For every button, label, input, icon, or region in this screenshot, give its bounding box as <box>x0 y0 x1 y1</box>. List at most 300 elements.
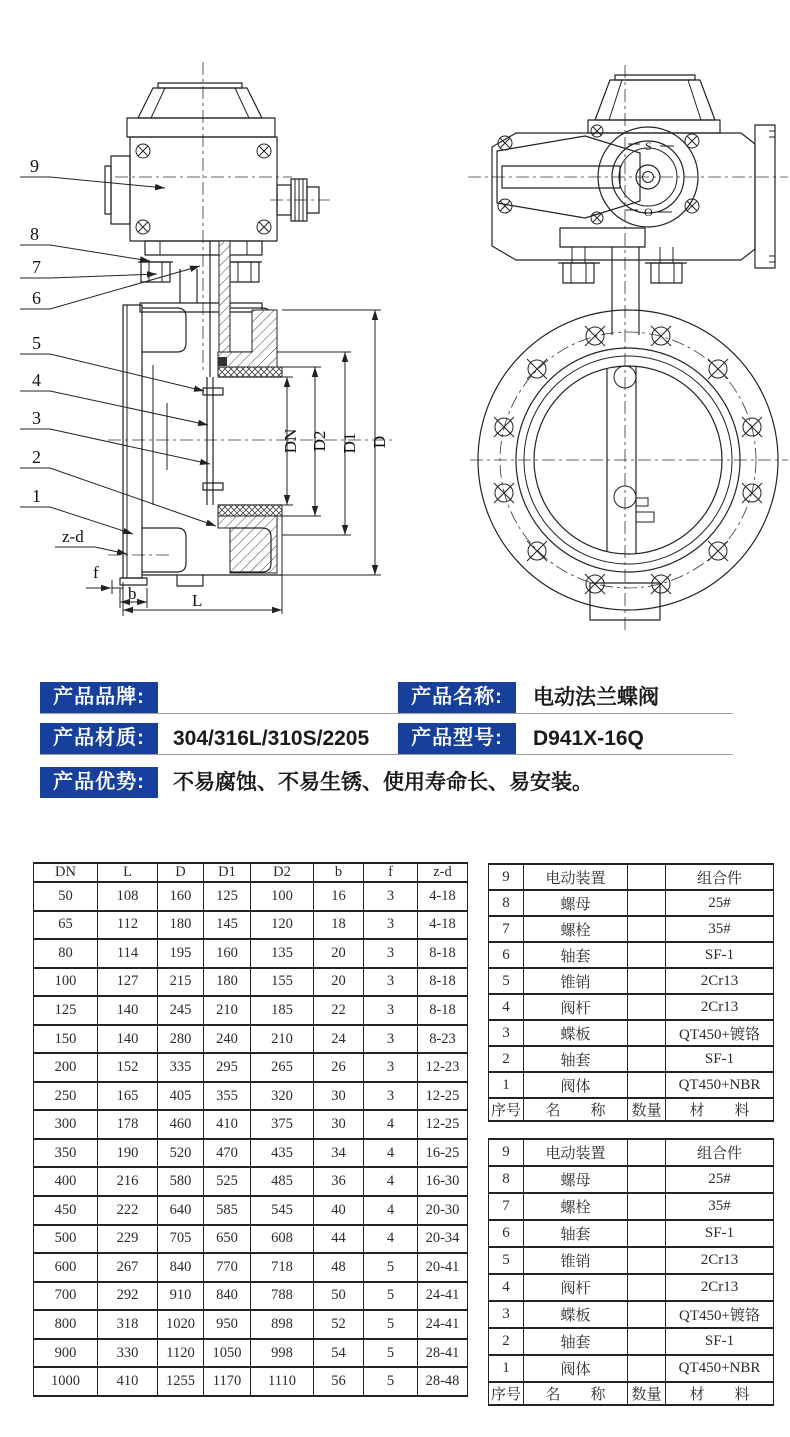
dim-label-DN: DN <box>281 428 300 454</box>
right-view-front <box>468 65 788 632</box>
table-cell: 1020 <box>158 1310 204 1339</box>
table-row <box>34 1310 468 1339</box>
header-cell: D1 <box>204 863 251 882</box>
table-cell: 50 <box>314 1282 364 1311</box>
dial-open-label: O <box>644 205 653 219</box>
dim-label-f: f <box>93 563 99 582</box>
table-cell: 20-41 <box>418 1253 468 1282</box>
table-cell: QT450+NBR <box>666 1355 774 1382</box>
table-cell: 355 <box>204 1082 251 1111</box>
table-cell: 405 <box>158 1082 204 1111</box>
material-value: 304/316L/310S/2205 <box>173 727 370 750</box>
table-cell: 3 <box>364 1053 418 1082</box>
table-cell <box>628 1274 666 1301</box>
table-cell: 阀体 <box>524 1072 628 1098</box>
col-qty: 数量 <box>628 1098 666 1121</box>
table-cell: 1120 <box>158 1339 204 1368</box>
parts-table-footer <box>489 1098 774 1121</box>
table-row <box>34 1282 468 1311</box>
table-cell: 525 <box>204 1167 251 1196</box>
table-cell <box>628 994 666 1020</box>
table-row <box>34 1367 468 1396</box>
dim-label-b: b <box>128 584 137 603</box>
table-row <box>489 1046 774 1072</box>
table-cell: 1000 <box>34 1367 98 1396</box>
table-cell: 4 <box>364 1225 418 1254</box>
advantage-value: 不易腐蚀、不易生锈、使用寿命长、易安装。 <box>173 771 593 794</box>
table-cell: 24-41 <box>418 1310 468 1339</box>
table-cell: 3 <box>489 1020 524 1046</box>
table-cell: 30 <box>314 1082 364 1111</box>
table-cell: 6 <box>489 942 524 968</box>
table-cell: 5 <box>364 1253 418 1282</box>
table-cell: 300 <box>34 1110 98 1139</box>
table-cell: 150 <box>34 1025 98 1054</box>
table-cell <box>628 916 666 942</box>
table-row <box>34 1339 468 1368</box>
table-cell: 216 <box>98 1167 158 1196</box>
callout-2: 2 <box>32 447 41 467</box>
table-cell <box>628 968 666 994</box>
table-row <box>489 864 774 890</box>
table-cell <box>628 864 666 890</box>
table-cell <box>628 1328 666 1355</box>
table-cell: 28-48 <box>418 1367 468 1396</box>
table-cell: 240 <box>204 1025 251 1054</box>
table-cell: 1170 <box>204 1367 251 1396</box>
table-cell <box>628 1072 666 1098</box>
table-cell: 35# <box>666 1193 774 1220</box>
table-cell: 125 <box>34 996 98 1025</box>
table-row <box>489 1193 774 1220</box>
table-cell: 245 <box>158 996 204 1025</box>
table-cell: 160 <box>204 939 251 968</box>
table-cell: 组合件 <box>666 864 774 890</box>
model-label: 产品型号: <box>398 723 516 754</box>
table-cell: 788 <box>251 1282 314 1311</box>
table-cell: 152 <box>98 1053 158 1082</box>
table-cell: 28-41 <box>418 1339 468 1368</box>
table-row <box>34 1025 468 1054</box>
table-row <box>34 1225 468 1254</box>
table-row <box>34 939 468 968</box>
table-row <box>34 1110 468 1139</box>
table-cell: 5 <box>364 1310 418 1339</box>
table-cell: 2Cr13 <box>666 1247 774 1274</box>
table-row <box>34 1139 468 1168</box>
divider <box>40 754 733 755</box>
table-cell <box>628 1166 666 1193</box>
table-cell: 20 <box>314 939 364 968</box>
table-cell: 185 <box>251 996 314 1025</box>
table-cell: 5 <box>364 1367 418 1396</box>
callout-3: 3 <box>32 408 41 428</box>
table-cell: 2 <box>489 1046 524 1072</box>
table-cell: 5 <box>364 1339 418 1368</box>
table-cell: 2 <box>489 1328 524 1355</box>
table-row <box>489 968 774 994</box>
col-qty: 数量 <box>628 1382 666 1405</box>
col-material: 材 料 <box>666 1382 774 1405</box>
table-cell: 180 <box>158 911 204 940</box>
table-cell: 3 <box>364 882 418 911</box>
header-cell: L <box>98 863 158 882</box>
table-row <box>34 1196 468 1225</box>
table-row <box>34 1253 468 1282</box>
table-row <box>489 1301 774 1328</box>
table-cell: 520 <box>158 1139 204 1168</box>
table-cell: 9 <box>489 864 524 890</box>
table-cell: 9 <box>489 1139 524 1166</box>
callout-9: 9 <box>30 156 39 176</box>
table-cell: 4 <box>364 1196 418 1225</box>
table-cell: 24-41 <box>418 1282 468 1311</box>
table-cell: 485 <box>251 1167 314 1196</box>
table-cell: 4 <box>364 1167 418 1196</box>
table-row <box>34 911 468 940</box>
table-cell: 54 <box>314 1339 364 1368</box>
left-view-cross-section <box>20 62 395 616</box>
table-row <box>489 1166 774 1193</box>
brand-label: 产品品牌: <box>40 682 158 713</box>
table-cell <box>628 1355 666 1382</box>
table-cell: 140 <box>98 1025 158 1054</box>
table-cell: 460 <box>158 1110 204 1139</box>
table-cell: 16-30 <box>418 1167 468 1196</box>
table-cell: 22 <box>314 996 364 1025</box>
col-name: 名 称 <box>524 1098 628 1121</box>
table-cell: 4 <box>364 1139 418 1168</box>
table-cell: 2Cr13 <box>666 968 774 994</box>
table-cell: 267 <box>98 1253 158 1282</box>
table-cell: 295 <box>204 1053 251 1082</box>
table-cell <box>628 1247 666 1274</box>
table-cell <box>628 1193 666 1220</box>
table-cell: 56 <box>314 1367 364 1396</box>
table-cell: 12-23 <box>418 1053 468 1082</box>
dim-label-L: L <box>192 591 203 610</box>
table-cell: 螺母 <box>524 1166 628 1193</box>
table-cell: 580 <box>158 1167 204 1196</box>
table-cell: 108 <box>98 882 158 911</box>
table-cell: 7 <box>489 916 524 942</box>
screw-icon <box>136 144 271 234</box>
table-cell: 轴套 <box>524 1220 628 1247</box>
table-cell: 135 <box>251 939 314 968</box>
table-cell: 48 <box>314 1253 364 1282</box>
header-cell: DN <box>34 863 98 882</box>
table-row <box>489 1274 774 1301</box>
table-cell: 20-30 <box>418 1196 468 1225</box>
table-row <box>489 1220 774 1247</box>
dim-label-zd: z-d <box>62 527 84 546</box>
table-cell: 335 <box>158 1053 204 1082</box>
table-cell: 12-25 <box>418 1082 468 1111</box>
table-cell: 螺栓 <box>524 916 628 942</box>
table-cell: 125 <box>204 882 251 911</box>
table-row <box>34 882 468 911</box>
name-label: 产品名称: <box>398 682 516 713</box>
table-cell: 12-25 <box>418 1110 468 1139</box>
table-cell: 190 <box>98 1139 158 1168</box>
table-cell: 4-18 <box>418 882 468 911</box>
table-cell: 20-34 <box>418 1225 468 1254</box>
table-row <box>34 996 468 1025</box>
table-cell: 998 <box>251 1339 314 1368</box>
col-material: 材 料 <box>666 1098 774 1121</box>
table-cell: 40 <box>314 1196 364 1225</box>
table-cell: 8 <box>489 890 524 916</box>
callout-1: 1 <box>32 486 41 506</box>
table-cell: 1 <box>489 1072 524 1098</box>
table-cell: 50 <box>34 882 98 911</box>
actuator-cap-top <box>158 83 242 88</box>
table-cell: QT450+NBR <box>666 1072 774 1098</box>
table-cell: 8-18 <box>418 996 468 1025</box>
table-row <box>489 1072 774 1098</box>
table-cell: 8-18 <box>418 968 468 997</box>
table-cell <box>628 1220 666 1247</box>
table-cell: 3 <box>364 968 418 997</box>
table-cell: 608 <box>251 1225 314 1254</box>
table-cell: 蝶板 <box>524 1020 628 1046</box>
table-cell: 20 <box>314 968 364 997</box>
table-cell: 3 <box>364 996 418 1025</box>
table-cell: 7 <box>489 1193 524 1220</box>
table-cell: 280 <box>158 1025 204 1054</box>
table-cell: 5 <box>364 1282 418 1311</box>
table-cell: 840 <box>204 1282 251 1311</box>
table-cell: 65 <box>34 911 98 940</box>
dimension-table-header <box>34 863 468 882</box>
dial-shut-label: S <box>645 139 652 153</box>
table-cell: 770 <box>204 1253 251 1282</box>
table-row <box>489 1247 774 1274</box>
table-cell: 2Cr13 <box>666 1274 774 1301</box>
table-cell: 700 <box>34 1282 98 1311</box>
table-cell: 蝶板 <box>524 1301 628 1328</box>
table-cell: 3 <box>364 1025 418 1054</box>
table-cell: 160 <box>158 882 204 911</box>
header-cell: z-d <box>418 863 468 882</box>
butterfly-disc <box>207 377 213 505</box>
table-cell: 阀杆 <box>524 1274 628 1301</box>
material-label: 产品材质: <box>40 723 158 754</box>
table-cell: 2Cr13 <box>666 994 774 1020</box>
table-row <box>489 1020 774 1046</box>
table-cell: 26 <box>314 1053 364 1082</box>
table-cell: 3 <box>364 1082 418 1111</box>
table-cell: 8-23 <box>418 1025 468 1054</box>
col-name: 名 称 <box>524 1382 628 1405</box>
table-cell: 1050 <box>204 1339 251 1368</box>
table-cell: 410 <box>98 1367 158 1396</box>
table-cell: 222 <box>98 1196 158 1225</box>
header-cell: b <box>314 863 364 882</box>
table-cell <box>628 1046 666 1072</box>
table-cell: 114 <box>98 939 158 968</box>
table-cell: 轴套 <box>524 942 628 968</box>
table-cell: 3 <box>364 939 418 968</box>
table-cell: 435 <box>251 1139 314 1168</box>
table-cell: QT450+镀铬 <box>666 1301 774 1328</box>
table-cell: 800 <box>34 1310 98 1339</box>
table-cell: SF-1 <box>666 942 774 968</box>
table-cell: 锥销 <box>524 968 628 994</box>
callout-7: 7 <box>32 257 41 277</box>
table-cell: 4 <box>364 1110 418 1139</box>
callout-6: 6 <box>32 288 41 308</box>
table-row <box>489 1355 774 1382</box>
table-cell: 轴套 <box>524 1328 628 1355</box>
table-cell: 450 <box>34 1196 98 1225</box>
actuator-housing <box>492 133 755 260</box>
table-cell: SF-1 <box>666 1046 774 1072</box>
table-row <box>489 994 774 1020</box>
table-cell: 127 <box>98 968 158 997</box>
table-cell: 52 <box>314 1310 364 1339</box>
table-cell: 阀杆 <box>524 994 628 1020</box>
col-seq: 序号 <box>489 1382 524 1405</box>
table-cell <box>628 1020 666 1046</box>
table-cell: 229 <box>98 1225 158 1254</box>
table-cell: 25# <box>666 890 774 916</box>
table-row <box>34 1082 468 1111</box>
valve-technical-drawing <box>0 0 790 660</box>
table-cell: 400 <box>34 1167 98 1196</box>
header-cell: f <box>364 863 418 882</box>
table-cell: 3 <box>364 911 418 940</box>
table-cell: 4 <box>489 994 524 1020</box>
table-cell: 120 <box>251 911 314 940</box>
table-cell: 电动装置 <box>524 1139 628 1166</box>
table-cell: 195 <box>158 939 204 968</box>
table-row <box>489 1328 774 1355</box>
table-cell: 180 <box>204 968 251 997</box>
table-cell: 轴套 <box>524 1046 628 1072</box>
model-value: D941X-16Q <box>533 727 644 750</box>
table-cell: 4-18 <box>418 911 468 940</box>
table-row <box>34 1167 468 1196</box>
table-cell: 5 <box>489 1247 524 1274</box>
table-cell: 585 <box>204 1196 251 1225</box>
table-cell: 470 <box>204 1139 251 1168</box>
divider <box>40 713 733 714</box>
table-cell: 500 <box>34 1225 98 1254</box>
table-cell: 100 <box>251 882 314 911</box>
table-cell: 30 <box>314 1110 364 1139</box>
table-cell: 1110 <box>251 1367 314 1396</box>
table-cell: 组合件 <box>666 1139 774 1166</box>
table-cell: 210 <box>251 1025 314 1054</box>
table-cell: 6 <box>489 1220 524 1247</box>
table-cell: 4 <box>489 1274 524 1301</box>
hex-nut-icon <box>141 262 259 282</box>
callout-leaders <box>20 177 216 554</box>
table-cell: 900 <box>34 1339 98 1368</box>
table-cell: SF-1 <box>666 1220 774 1247</box>
header-cell: D2 <box>251 863 314 882</box>
table-cell: 178 <box>98 1110 158 1139</box>
seat-ring-section <box>218 367 282 377</box>
table-cell: 330 <box>98 1339 158 1368</box>
header-cell: D <box>158 863 204 882</box>
table-cell: 200 <box>34 1053 98 1082</box>
table-cell: 8-18 <box>418 939 468 968</box>
table-cell: 16-25 <box>418 1139 468 1168</box>
table-cell: 318 <box>98 1310 158 1339</box>
hex-nut-icon <box>563 263 682 283</box>
name-value: 电动法兰蝶阀 <box>533 686 659 709</box>
callout-5: 5 <box>32 333 41 353</box>
table-cell: 410 <box>204 1110 251 1139</box>
table-cell: 840 <box>158 1253 204 1282</box>
table-cell <box>628 1301 666 1328</box>
table-cell: 螺母 <box>524 890 628 916</box>
table-cell: 24 <box>314 1025 364 1054</box>
table-cell: 电动装置 <box>524 864 628 890</box>
actuator-body <box>130 137 277 241</box>
table-cell: QT450+镀铬 <box>666 1020 774 1046</box>
table-cell: 155 <box>251 968 314 997</box>
table-cell: 600 <box>34 1253 98 1282</box>
col-seq: 序号 <box>489 1098 524 1121</box>
table-cell: 705 <box>158 1225 204 1254</box>
dim-label-D1: D1 <box>340 432 359 454</box>
dimension-table <box>33 862 468 1397</box>
table-cell: 3 <box>489 1301 524 1328</box>
table-cell: 锥销 <box>524 1247 628 1274</box>
parts-table-top <box>488 863 774 1122</box>
advantage-label: 产品优势: <box>40 767 158 798</box>
table-cell: 898 <box>251 1310 314 1339</box>
table-cell: 292 <box>98 1282 158 1311</box>
table-cell: 350 <box>34 1139 98 1168</box>
table-cell: 5 <box>489 968 524 994</box>
table-row <box>489 1139 774 1166</box>
table-cell: 215 <box>158 968 204 997</box>
table-cell: SF-1 <box>666 1328 774 1355</box>
parts-table-bottom <box>488 1138 774 1406</box>
table-cell: 35# <box>666 916 774 942</box>
table-cell: 545 <box>251 1196 314 1225</box>
table-row <box>489 890 774 916</box>
table-cell: 16 <box>314 882 364 911</box>
table-cell <box>628 942 666 968</box>
table-cell: 1255 <box>158 1367 204 1396</box>
dim-label-D2: D2 <box>310 430 329 452</box>
table-cell: 阀体 <box>524 1355 628 1382</box>
table-cell: 375 <box>251 1110 314 1139</box>
table-cell: 165 <box>98 1082 158 1111</box>
table-cell: 250 <box>34 1082 98 1111</box>
table-cell: 718 <box>251 1253 314 1282</box>
table-cell: 950 <box>204 1310 251 1339</box>
table-cell <box>628 890 666 916</box>
table-cell: 36 <box>314 1167 364 1196</box>
table-cell: 44 <box>314 1225 364 1254</box>
dim-label-D: D <box>370 435 389 449</box>
table-cell: 140 <box>98 996 158 1025</box>
table-cell: 650 <box>204 1225 251 1254</box>
table-cell: 8 <box>489 1166 524 1193</box>
table-cell: 100 <box>34 968 98 997</box>
table-cell: 18 <box>314 911 364 940</box>
table-cell: 112 <box>98 911 158 940</box>
table-row <box>489 942 774 968</box>
table-cell: 210 <box>204 996 251 1025</box>
callout-4: 4 <box>32 370 41 390</box>
